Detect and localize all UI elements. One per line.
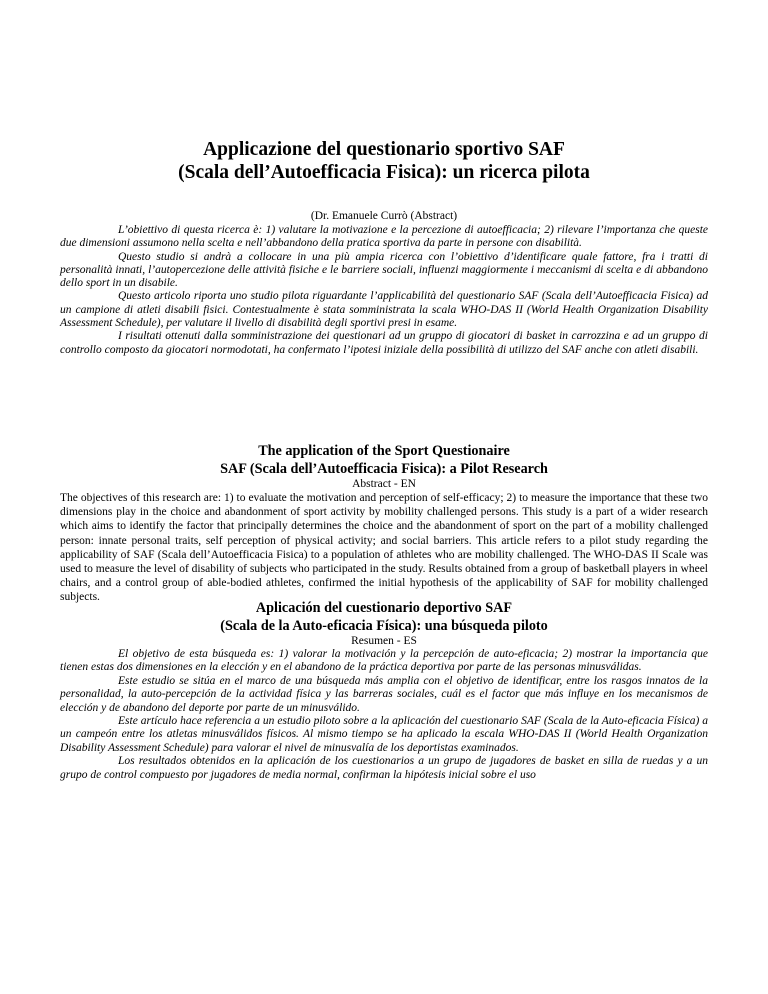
italian-title [60,138,708,184]
spanish-title-line-2: (Scala de la Auto-eficacia Física): una búsqueda piloto [220,617,548,634]
spanish-paragraph-1: El objetivo de esta búsqueda es: 1) valorar la motivación y la percepción de auto-eficacia; 2) mostrar la importancia que tienen estas dos dimensiones en la elección y en el abandono de la práctica deportiva por parte de las personas minusválidas. [60,648,708,674]
spanish-abstract [60,648,708,782]
spanish-title-line-1: Aplicación del cuestionario deportivo SAF [255,600,513,616]
english-title [60,443,708,478]
italian-paragraph-1: L’obiettivo di questa ricerca è: 1) valutare la motivazione e la percezione di autoefficacia; 2) rilevare l’importanza che queste due dimensioni assumono nella scelta e nell’abbandono della pratica sportiva da parte in persone con disabilità. [60,224,708,250]
author-byline: (Dr. Emanuele Currò (Abstract) [310,210,458,222]
english-subtitle: Abstract - EN [352,478,416,490]
spanish-subtitle: Resumen - ES [351,635,417,647]
english-title-line-2: SAF (Scala dell’Autoefficacia Fisica): a Pilot Research [220,460,548,477]
spanish-title [60,600,708,635]
spanish-paragraph-4: Los resultados obtenidos en la aplicación de los cuestionarios a un grupo de jugadores de basket en silla de ruedas y a un grupo de control compuesto por jugadores de media normal, confirman la hipótesis inicial sobre el uso [60,755,708,781]
english-abstract: The objectives of this research are: 1) to evaluate the motivation and perception of self-efficacy; 2) to measure the importance that these two dimensions play in the choice and abandonment of sport activity by mobility challenged persons. This study is a part of a wider research which aims to identify the factor that principally determines the choice and the abandonment of sport on the part of a mobility challenged person: innate personal traits, self perception of physical activity; and social barriers. This article refers to a pilot study regarding the applicability of SAF (Scala dell’Autoefficacia Fisica) to a population of athletes who are mobility challenged. The WHO-DAS II Scale was used to measure the level of disability of subjects who participated in the study. Results obtained from a group of basketball players in wheel chairs, and a control group of able-bodied athletes, confirmed the initial hypothesis of the applicability of SAF for mobility challenged subjects. [60,492,708,604]
italian-paragraph-4: I risultati ottenuti dalla somministrazione dei questionari ad un gruppo di giocatori di basket in carrozzina e ad un gruppo di controllo composto da giocatori normodotati, ha confermato l’ipotesi iniziale della possibilità di utilizzo del SAF anche con atleti disabili. [60,330,708,356]
italian-title-line-1: Applicazione del questionario sportivo SAF [203,139,565,160]
italian-abstract [60,224,708,357]
italian-paragraph-3: Questo articolo riporta uno studio pilota riguardante l’applicabilità del questionario SAF (Scala dell’Autoefficacia Fisica) ad un campione di atleti disabili fisici. Contestualmente è stata somministrata la scala WHO-DAS II (World Health Organization Disability Assessment Schedule), per valutare il livello di disabilità degli sportivi presi in esame. [60,290,708,330]
english-title-line-1: The application of the Sport Questionaire [258,443,510,459]
spanish-paragraph-3: Este artículo hace referencia a un estudio piloto sobre a la aplicación del cuestionario SAF (Scala de la Auto-eficacia Física) a un campeón entre los atletas minusválidos físicos. Al mismo tiempo se ha aplicado la escala WHO-DAS II (World Health Organization Disability Assessment Schedule) para valorar el nivel de minusvalía de los deportistas examinados. [60,715,708,754]
italian-paragraph-2: Questo studio si andrà a collocare in una più ampia ricerca con l’obiettivo d’identificare quale fattore, fra i tratti di personalità innati, l’autopercezione delle attività fisiche e le barriere sociali, influenzi maggiormente i meccanismi di scelta e di abbandono dello sport in un disabile. [60,250,708,290]
spanish-paragraph-2: Este estudio se sitúa en el marco de una búsqueda más amplia con el objetivo de identificar, entre los rasgos innatos de la personalidad, la auto-percepción de la actividad física y las barreras sociales, cuál es el factor que más influye en los mecanismos de elección y de abandono del deporte por parte de un minusválido. [60,674,708,714]
italian-title-line-2: (Scala dell’Autoefficacia Fisica): un ricerca pilota [178,162,590,183]
